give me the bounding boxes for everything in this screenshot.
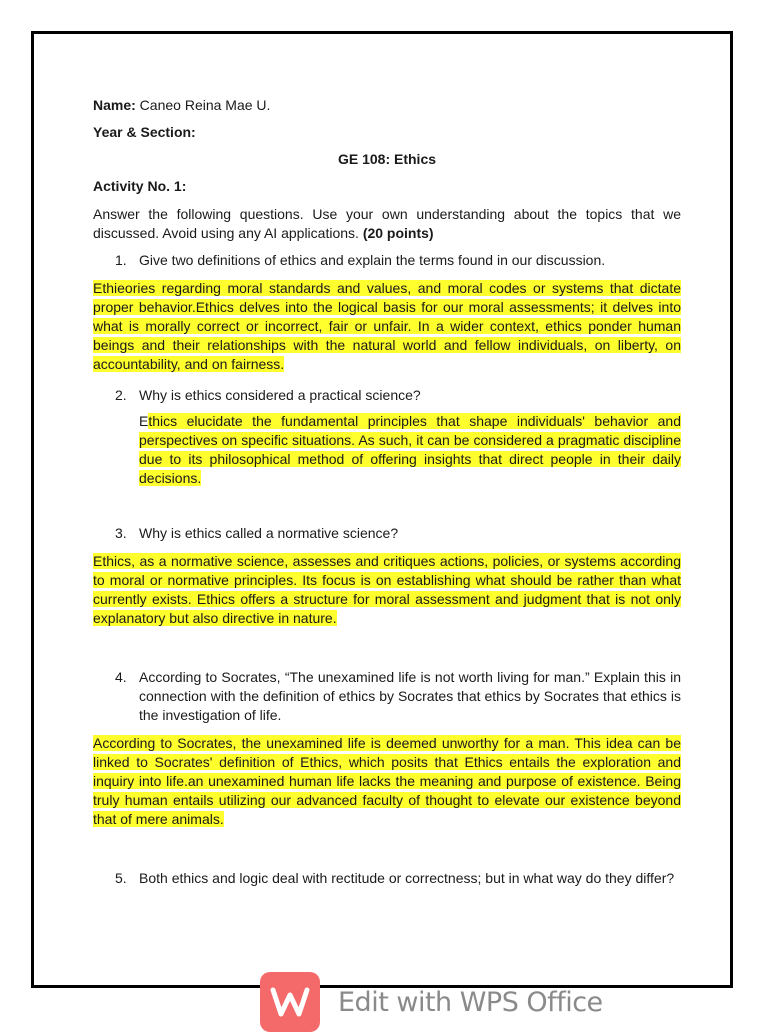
question-3 — [93, 524, 681, 543]
instructions — [93, 205, 681, 243]
watermark-text: Edit with WPS Office — [338, 986, 603, 1018]
question-number: 3. — [115, 525, 127, 541]
question-number: 2. — [115, 387, 127, 403]
question-number: 5. — [115, 870, 127, 886]
question-text: Why is ethics considered a practical science? — [139, 387, 421, 403]
year-section-label: Year & Section: — [93, 124, 196, 140]
name-label: Name: — [93, 97, 136, 113]
points-text: (20 points) — [362, 225, 434, 241]
question-2 — [93, 386, 681, 405]
student-name-line — [93, 96, 681, 115]
question-text: Why is ethics called a normative science? — [139, 525, 399, 541]
highlighted-answer: Ethics, as a normative science, assesses and critiques actions, policies, or systems according to moral or normative principles. Its focus is on establishing what should be rather than what currently exists. Ethics offers a structure for moral assessment and judgment that is not only explanatory but also directive in nature. — [93, 553, 681, 626]
course-title: GE 108: Ethics — [337, 151, 437, 167]
document-page — [31, 31, 733, 1018]
question-5 — [93, 869, 681, 888]
question-text: According to Socrates, “The unexamined life is not worth living for man.” Explain this in connection with the definition of ethics by Socrates that ethics by Socrates that ethics is the investigation of life. — [139, 669, 681, 723]
highlighted-answer: According to Socrates, the unexamined life is deemed unworthy for a man. This idea can be linked to Socrates' definition of Ethics, which posits that Ethics entails the exploration and inquiry into life.an unexamined human life lacks the meaning and purpose of existence. Being truly human entails utilizing our advanced faculty of thought to elevate our existence beyond that of mere animals. — [93, 735, 681, 827]
document-content — [93, 96, 681, 888]
answer-2 — [93, 412, 681, 488]
question-number: 1. — [115, 252, 127, 268]
instructions-text: Answer the following questions. Use your own understanding about the topics that we discussed. Avoid using any AI applications. — [93, 206, 681, 241]
question-1 — [93, 251, 681, 270]
wps-office-logo-icon — [260, 972, 320, 1032]
answer-1 — [93, 279, 681, 374]
question-text: Give two definitions of ethics and explain the terms found in our discussion. — [139, 252, 606, 268]
activity-label: Activity No. 1: — [93, 178, 187, 194]
answer-3 — [93, 552, 681, 628]
name-value: Caneo Reina Mae U. — [135, 97, 271, 113]
question-text: Both ethics and logic deal with rectitude or correctness; but in what way do they differ? — [139, 870, 675, 886]
wps-watermark[interactable] — [260, 972, 603, 1032]
question-number: 4. — [115, 669, 127, 685]
answer-lead-letter: E — [139, 413, 149, 429]
answer-4 — [93, 734, 681, 829]
highlighted-answer: thics elucidate the fundamental principles that shape individuals' behavior and perspectives on specific situations. As such, it can be considered a pragmatic discipline due to its philosophical method of offering insights that direct people in their daily decisions. — [139, 413, 681, 486]
highlighted-answer: Ethieories regarding moral standards and values, and moral codes or systems that dictate proper behavior.Ethics delves into the logical basis for our moral assessments; it delves into what is morally correct or incorrect, fair or unfair. In a wider context, ethics ponder human beings and their relationships with the natural world and fellow individuals, on liberty, on accountability, and on fairness. — [93, 280, 681, 372]
question-4 — [93, 668, 681, 725]
